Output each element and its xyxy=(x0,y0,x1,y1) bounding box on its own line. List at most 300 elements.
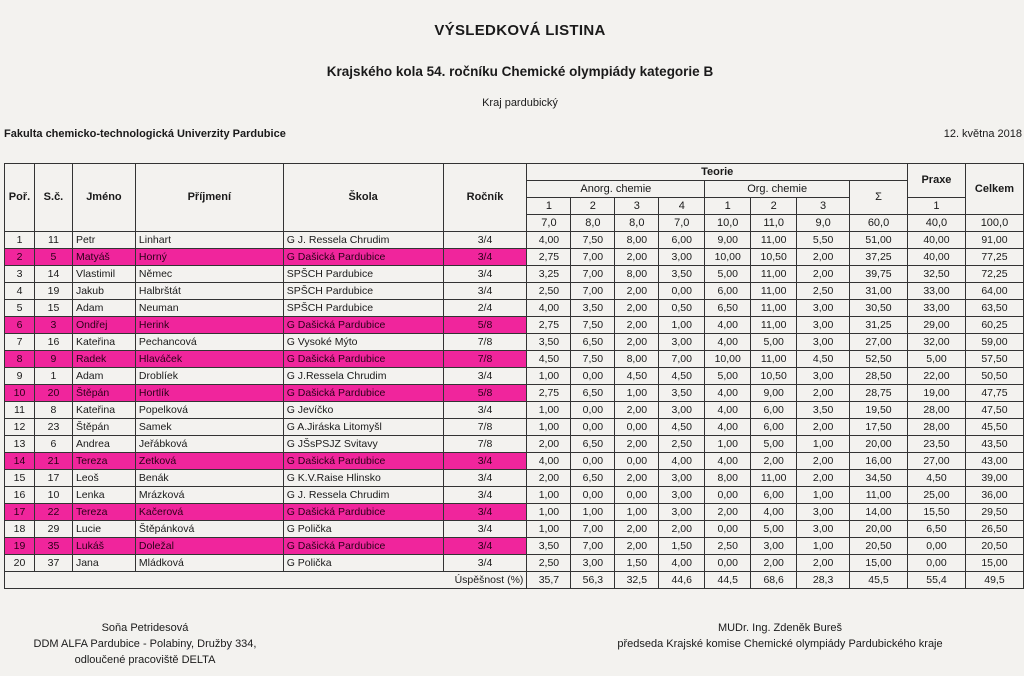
cell-o1: 4,00 xyxy=(705,317,751,334)
cell-prijmeni: Herink xyxy=(135,317,283,334)
cell-a4: 0,00 xyxy=(659,283,705,300)
col-header-teorie: Teorie xyxy=(527,164,908,181)
cell-praxe: 22,00 xyxy=(907,368,965,385)
cell-sc: 8 xyxy=(34,402,72,419)
cell-a2: 1,00 xyxy=(571,504,615,521)
success-value: 68,6 xyxy=(751,572,797,589)
cell-rocnik: 3/4 xyxy=(443,249,527,266)
region-label: Kraj pardubický xyxy=(482,97,558,109)
cell-sum: 20,00 xyxy=(850,521,908,538)
cell-jmeno: Adam xyxy=(72,368,135,385)
cell-skola: SPŠCH Pardubice xyxy=(283,283,443,300)
max-points: 60,0 xyxy=(850,215,908,232)
cell-o3: 2,00 xyxy=(797,453,850,470)
cell-prijmeni: Horný xyxy=(135,249,283,266)
cell-celkem: 64,00 xyxy=(965,283,1023,300)
cell-o3: 3,00 xyxy=(797,504,850,521)
cell-o1: 4,00 xyxy=(705,453,751,470)
cell-a3: 1,00 xyxy=(615,385,659,402)
cell-o1: 1,00 xyxy=(705,436,751,453)
cell-a3: 1,50 xyxy=(615,555,659,572)
col-header-por: Poř. xyxy=(5,164,35,232)
cell-rocnik: 2/4 xyxy=(443,300,527,317)
cell-por: 2 xyxy=(5,249,35,266)
cell-a4: 0,50 xyxy=(659,300,705,317)
cell-o3: 2,00 xyxy=(797,266,850,283)
cell-a4: 2,50 xyxy=(659,436,705,453)
cell-rocnik: 3/4 xyxy=(443,555,527,572)
col-header-sigma: Σ xyxy=(850,181,908,215)
table-row xyxy=(5,385,1024,402)
cell-o3: 2,00 xyxy=(797,419,850,436)
table-row xyxy=(5,300,1024,317)
cell-sc: 22 xyxy=(34,504,72,521)
cell-o2: 11,00 xyxy=(751,317,797,334)
max-points: 7,0 xyxy=(527,215,571,232)
cell-a1: 1,00 xyxy=(527,368,571,385)
success-value: 55,4 xyxy=(907,572,965,589)
cell-a1: 1,00 xyxy=(527,521,571,538)
table-row xyxy=(5,249,1024,266)
cell-skola: G Vysoké Mýto xyxy=(283,334,443,351)
cell-jmeno: Andrea xyxy=(72,436,135,453)
cell-o2: 11,00 xyxy=(751,300,797,317)
cell-prijmeni: Halbrštát xyxy=(135,283,283,300)
cell-celkem: 63,50 xyxy=(965,300,1023,317)
cell-o1: 6,50 xyxy=(705,300,751,317)
cell-rocnik: 3/4 xyxy=(443,402,527,419)
cell-a2: 0,00 xyxy=(571,368,615,385)
cell-o3: 5,50 xyxy=(797,232,850,249)
max-points: 8,0 xyxy=(571,215,615,232)
cell-o2: 6,00 xyxy=(751,419,797,436)
cell-praxe: 33,00 xyxy=(907,300,965,317)
cell-o2: 4,00 xyxy=(751,504,797,521)
col-header-celkem: Celkem xyxy=(965,164,1023,215)
cell-skola: G Dašická Pardubice xyxy=(283,453,443,470)
col-header-praxe: Praxe xyxy=(907,164,965,198)
cell-sum: 15,00 xyxy=(850,555,908,572)
cell-a4: 4,50 xyxy=(659,419,705,436)
cell-por: 11 xyxy=(5,402,35,419)
cell-rocnik: 7/8 xyxy=(443,436,527,453)
cell-prijmeni: Němec xyxy=(135,266,283,283)
cell-celkem: 39,00 xyxy=(965,470,1023,487)
max-points: 9,0 xyxy=(797,215,850,232)
cell-o1: 4,00 xyxy=(705,334,751,351)
cell-rocnik: 7/8 xyxy=(443,419,527,436)
cell-por: 16 xyxy=(5,487,35,504)
cell-a1: 3,25 xyxy=(527,266,571,283)
cell-a4: 2,00 xyxy=(659,521,705,538)
table-row xyxy=(5,402,1024,419)
cell-prijmeni: Pechancová xyxy=(135,334,283,351)
cell-rocnik: 7/8 xyxy=(443,351,527,368)
cell-a1: 2,00 xyxy=(527,470,571,487)
cell-por: 12 xyxy=(5,419,35,436)
cell-skola: G JŠsPSJZ Svitavy xyxy=(283,436,443,453)
table-row xyxy=(5,436,1024,453)
cell-sum: 52,50 xyxy=(850,351,908,368)
cell-praxe: 33,00 xyxy=(907,283,965,300)
task-number: 3 xyxy=(797,198,850,215)
table-row xyxy=(5,368,1024,385)
cell-a2: 7,00 xyxy=(571,249,615,266)
cell-jmeno: Jana xyxy=(72,555,135,572)
cell-a1: 2,75 xyxy=(527,249,571,266)
cell-a4: 3,50 xyxy=(659,385,705,402)
cell-sc: 17 xyxy=(34,470,72,487)
cell-jmeno: Lukáš xyxy=(72,538,135,555)
cell-o2: 2,00 xyxy=(751,555,797,572)
success-value: 45,5 xyxy=(850,572,908,589)
cell-rocnik: 3/4 xyxy=(443,487,527,504)
cell-skola: G K.V.Raise Hlinsko xyxy=(283,470,443,487)
cell-rocnik: 3/4 xyxy=(443,504,527,521)
cell-sum: 28,50 xyxy=(850,368,908,385)
cell-o3: 3,00 xyxy=(797,300,850,317)
cell-sum: 39,75 xyxy=(850,266,908,283)
cell-a3: 0,00 xyxy=(615,487,659,504)
success-value: 28,3 xyxy=(797,572,850,589)
cell-praxe: 15,50 xyxy=(907,504,965,521)
cell-skola: G Polička xyxy=(283,555,443,572)
cell-o3: 3,00 xyxy=(797,334,850,351)
cell-o3: 3,00 xyxy=(797,521,850,538)
max-points: 8,0 xyxy=(615,215,659,232)
cell-celkem: 72,25 xyxy=(965,266,1023,283)
table-row xyxy=(5,334,1024,351)
cell-o1: 2,50 xyxy=(705,538,751,555)
cell-por: 3 xyxy=(5,266,35,283)
cell-skola: G Polička xyxy=(283,521,443,538)
cell-o3: 3,00 xyxy=(797,368,850,385)
cell-praxe: 0,00 xyxy=(907,555,965,572)
cell-a1: 2,75 xyxy=(527,385,571,402)
cell-skola: G Jevíčko xyxy=(283,402,443,419)
table-row xyxy=(5,317,1024,334)
cell-celkem: 43,50 xyxy=(965,436,1023,453)
success-value: 56,3 xyxy=(571,572,615,589)
cell-o1: 0,00 xyxy=(705,555,751,572)
col-header-anorg: Anorg. chemie xyxy=(527,181,705,198)
cell-a2: 7,50 xyxy=(571,317,615,334)
success-row xyxy=(5,572,1024,589)
table-row xyxy=(5,283,1024,300)
cell-por: 10 xyxy=(5,385,35,402)
cell-celkem: 43,00 xyxy=(965,453,1023,470)
cell-sum: 19,50 xyxy=(850,402,908,419)
cell-praxe: 40,00 xyxy=(907,249,965,266)
cell-praxe: 25,00 xyxy=(907,487,965,504)
cell-a2: 0,00 xyxy=(571,453,615,470)
cell-a2: 7,50 xyxy=(571,351,615,368)
cell-a3: 2,00 xyxy=(615,521,659,538)
cell-o3: 3,50 xyxy=(797,402,850,419)
cell-o2: 11,00 xyxy=(751,351,797,368)
document-subtitle: Krajského kola 54. ročníku Chemické olympiády kategorie B xyxy=(326,64,714,79)
cell-skola: G Dašická Pardubice xyxy=(283,385,443,402)
cell-a3: 0,00 xyxy=(615,453,659,470)
cell-a1: 1,00 xyxy=(527,402,571,419)
cell-praxe: 40,00 xyxy=(907,232,965,249)
cell-a4: 4,50 xyxy=(659,368,705,385)
success-value: 44,5 xyxy=(705,572,751,589)
success-label: Úspěšnost (%) xyxy=(5,572,527,589)
cell-sc: 16 xyxy=(34,334,72,351)
cell-celkem: 29,50 xyxy=(965,504,1023,521)
cell-por: 17 xyxy=(5,504,35,521)
col-header-org: Org. chemie xyxy=(705,181,850,198)
cell-rocnik: 3/4 xyxy=(443,232,527,249)
cell-a3: 2,00 xyxy=(615,538,659,555)
cell-praxe: 32,00 xyxy=(907,334,965,351)
cell-jmeno: Ondřej xyxy=(72,317,135,334)
footer-right-role: předseda Krajské komise Chemické olympiády Pardubického kraje xyxy=(617,638,943,650)
task-number: 2 xyxy=(571,198,615,215)
cell-sc: 5 xyxy=(34,249,72,266)
cell-jmeno: Štěpán xyxy=(72,419,135,436)
cell-a4: 1,00 xyxy=(659,317,705,334)
table-row xyxy=(5,266,1024,283)
cell-jmeno: Leoš xyxy=(72,470,135,487)
cell-rocnik: 3/4 xyxy=(443,368,527,385)
cell-o1: 10,00 xyxy=(705,351,751,368)
task-number: 4 xyxy=(659,198,705,215)
cell-o1: 5,00 xyxy=(705,266,751,283)
cell-a2: 0,00 xyxy=(571,419,615,436)
table-row xyxy=(5,555,1024,572)
cell-jmeno: Lucie xyxy=(72,521,135,538)
cell-a1: 2,75 xyxy=(527,317,571,334)
cell-skola: G Dašická Pardubice xyxy=(283,249,443,266)
cell-sc: 21 xyxy=(34,453,72,470)
cell-a3: 0,00 xyxy=(615,419,659,436)
cell-praxe: 29,00 xyxy=(907,317,965,334)
cell-sc: 29 xyxy=(34,521,72,538)
cell-a2: 6,50 xyxy=(571,334,615,351)
cell-skola: SPŠCH Pardubice xyxy=(283,300,443,317)
max-points: 7,0 xyxy=(659,215,705,232)
faculty-label: Fakulta chemicko-technologická Univerzity Pardubice xyxy=(4,128,286,140)
success-value: 44,6 xyxy=(659,572,705,589)
praxe-number: 1 xyxy=(907,198,965,215)
cell-celkem: 15,00 xyxy=(965,555,1023,572)
cell-por: 18 xyxy=(5,521,35,538)
cell-a4: 3,00 xyxy=(659,402,705,419)
table-row xyxy=(5,470,1024,487)
cell-a3: 2,00 xyxy=(615,300,659,317)
cell-sc: 9 xyxy=(34,351,72,368)
cell-a4: 4,00 xyxy=(659,453,705,470)
cell-a2: 6,50 xyxy=(571,470,615,487)
cell-celkem: 47,50 xyxy=(965,402,1023,419)
cell-celkem: 47,75 xyxy=(965,385,1023,402)
cell-por: 19 xyxy=(5,538,35,555)
cell-prijmeni: Mládková xyxy=(135,555,283,572)
cell-sum: 30,50 xyxy=(850,300,908,317)
task-number: 3 xyxy=(615,198,659,215)
cell-a3: 2,00 xyxy=(615,249,659,266)
table-row xyxy=(5,487,1024,504)
table-row xyxy=(5,419,1024,436)
cell-celkem: 57,50 xyxy=(965,351,1023,368)
cell-o1: 5,00 xyxy=(705,368,751,385)
cell-a3: 4,50 xyxy=(615,368,659,385)
cell-a1: 4,00 xyxy=(527,300,571,317)
cell-prijmeni: Linhart xyxy=(135,232,283,249)
cell-praxe: 28,00 xyxy=(907,419,965,436)
cell-praxe: 0,00 xyxy=(907,538,965,555)
cell-prijmeni: Samek xyxy=(135,419,283,436)
cell-a1: 4,00 xyxy=(527,453,571,470)
cell-rocnik: 7/8 xyxy=(443,334,527,351)
cell-a4: 7,00 xyxy=(659,351,705,368)
cell-celkem: 91,00 xyxy=(965,232,1023,249)
cell-a1: 1,00 xyxy=(527,419,571,436)
cell-o1: 6,00 xyxy=(705,283,751,300)
cell-jmeno: Lenka xyxy=(72,487,135,504)
cell-a4: 3,00 xyxy=(659,487,705,504)
cell-o2: 10,50 xyxy=(751,368,797,385)
cell-o2: 6,00 xyxy=(751,487,797,504)
cell-sum: 11,00 xyxy=(850,487,908,504)
cell-celkem: 36,00 xyxy=(965,487,1023,504)
cell-por: 4 xyxy=(5,283,35,300)
cell-praxe: 32,50 xyxy=(907,266,965,283)
cell-jmeno: Tereza xyxy=(72,504,135,521)
cell-sc: 3 xyxy=(34,317,72,334)
cell-sc: 1 xyxy=(34,368,72,385)
cell-sum: 16,00 xyxy=(850,453,908,470)
cell-prijmeni: Droblíek xyxy=(135,368,283,385)
cell-jmeno: Kateřina xyxy=(72,334,135,351)
cell-sum: 28,75 xyxy=(850,385,908,402)
cell-o1: 8,00 xyxy=(705,470,751,487)
cell-a1: 4,50 xyxy=(527,351,571,368)
cell-skola: G Dašická Pardubice xyxy=(283,351,443,368)
cell-a2: 7,50 xyxy=(571,232,615,249)
cell-praxe: 27,00 xyxy=(907,453,965,470)
cell-sum: 31,00 xyxy=(850,283,908,300)
cell-a1: 4,00 xyxy=(527,232,571,249)
cell-sum: 31,25 xyxy=(850,317,908,334)
cell-sc: 19 xyxy=(34,283,72,300)
cell-a2: 7,00 xyxy=(571,283,615,300)
success-value: 49,5 xyxy=(965,572,1023,589)
cell-o3: 4,50 xyxy=(797,351,850,368)
cell-rocnik: 3/4 xyxy=(443,283,527,300)
cell-jmeno: Vlastimil xyxy=(72,266,135,283)
cell-a2: 7,00 xyxy=(571,538,615,555)
cell-jmeno: Matyáš xyxy=(72,249,135,266)
cell-prijmeni: Mrázková xyxy=(135,487,283,504)
cell-o2: 9,00 xyxy=(751,385,797,402)
cell-a1: 2,50 xyxy=(527,283,571,300)
cell-sum: 14,00 xyxy=(850,504,908,521)
cell-prijmeni: Zetková xyxy=(135,453,283,470)
cell-por: 5 xyxy=(5,300,35,317)
cell-por: 13 xyxy=(5,436,35,453)
col-header-skola: Škola xyxy=(283,164,443,232)
max-points: 40,0 xyxy=(907,215,965,232)
cell-por: 14 xyxy=(5,453,35,470)
cell-jmeno: Radek xyxy=(72,351,135,368)
table-row xyxy=(5,504,1024,521)
cell-a1: 1,00 xyxy=(527,504,571,521)
task-number: 1 xyxy=(527,198,571,215)
cell-praxe: 4,50 xyxy=(907,470,965,487)
cell-rocnik: 3/4 xyxy=(443,453,527,470)
cell-a4: 6,00 xyxy=(659,232,705,249)
table-row xyxy=(5,453,1024,470)
cell-o3: 2,00 xyxy=(797,555,850,572)
cell-o1: 4,00 xyxy=(705,402,751,419)
cell-o3: 2,00 xyxy=(797,470,850,487)
col-header-sc: S.č. xyxy=(34,164,72,232)
cell-o2: 11,00 xyxy=(751,470,797,487)
cell-sum: 51,00 xyxy=(850,232,908,249)
cell-prijmeni: Kačerová xyxy=(135,504,283,521)
cell-a3: 2,00 xyxy=(615,317,659,334)
cell-o1: 9,00 xyxy=(705,232,751,249)
cell-prijmeni: Hlaváček xyxy=(135,351,283,368)
cell-praxe: 19,00 xyxy=(907,385,965,402)
cell-por: 7 xyxy=(5,334,35,351)
cell-o1: 0,00 xyxy=(705,487,751,504)
cell-skola: G A.Jiráska Litomyšl xyxy=(283,419,443,436)
cell-a4: 3,00 xyxy=(659,334,705,351)
document-title: VÝSLEDKOVÁ LISTINA xyxy=(434,22,606,39)
cell-sum: 20,50 xyxy=(850,538,908,555)
cell-sc: 23 xyxy=(34,419,72,436)
cell-jmeno: Štěpán xyxy=(72,385,135,402)
cell-rocnik: 5/8 xyxy=(443,385,527,402)
task-number: 1 xyxy=(705,198,751,215)
footer-right-name: MUDr. Ing. Zdeněk Bureš xyxy=(717,622,843,634)
footer-left-workplace: odloučené pracoviště DELTA xyxy=(74,654,216,666)
cell-prijmeni: Benák xyxy=(135,470,283,487)
cell-por: 6 xyxy=(5,317,35,334)
cell-jmeno: Petr xyxy=(72,232,135,249)
results-table xyxy=(4,163,1024,589)
cell-a2: 0,00 xyxy=(571,402,615,419)
cell-a4: 1,50 xyxy=(659,538,705,555)
cell-o3: 2,00 xyxy=(797,249,850,266)
cell-o3: 1,00 xyxy=(797,436,850,453)
cell-prijmeni: Hortlík xyxy=(135,385,283,402)
cell-o3: 2,00 xyxy=(797,385,850,402)
cell-a3: 2,00 xyxy=(615,402,659,419)
cell-skola: G J. Ressela Chrudim xyxy=(283,487,443,504)
cell-a2: 3,50 xyxy=(571,300,615,317)
footer-left-address: DDM ALFA Pardubice - Polabiny, Družby 334, xyxy=(33,638,257,650)
cell-sum: 34,50 xyxy=(850,470,908,487)
cell-a3: 2,00 xyxy=(615,436,659,453)
cell-sc: 37 xyxy=(34,555,72,572)
cell-o1: 0,00 xyxy=(705,521,751,538)
cell-celkem: 20,50 xyxy=(965,538,1023,555)
cell-rocnik: 3/4 xyxy=(443,538,527,555)
cell-o2: 11,00 xyxy=(751,283,797,300)
cell-skola: G J.Ressela Chrudim xyxy=(283,368,443,385)
cell-celkem: 45,50 xyxy=(965,419,1023,436)
cell-praxe: 6,50 xyxy=(907,521,965,538)
cell-a4: 3,00 xyxy=(659,249,705,266)
cell-skola: G Dašická Pardubice xyxy=(283,317,443,334)
cell-skola: G Dašická Pardubice xyxy=(283,504,443,521)
col-header-rocnik: Ročník xyxy=(443,164,527,232)
